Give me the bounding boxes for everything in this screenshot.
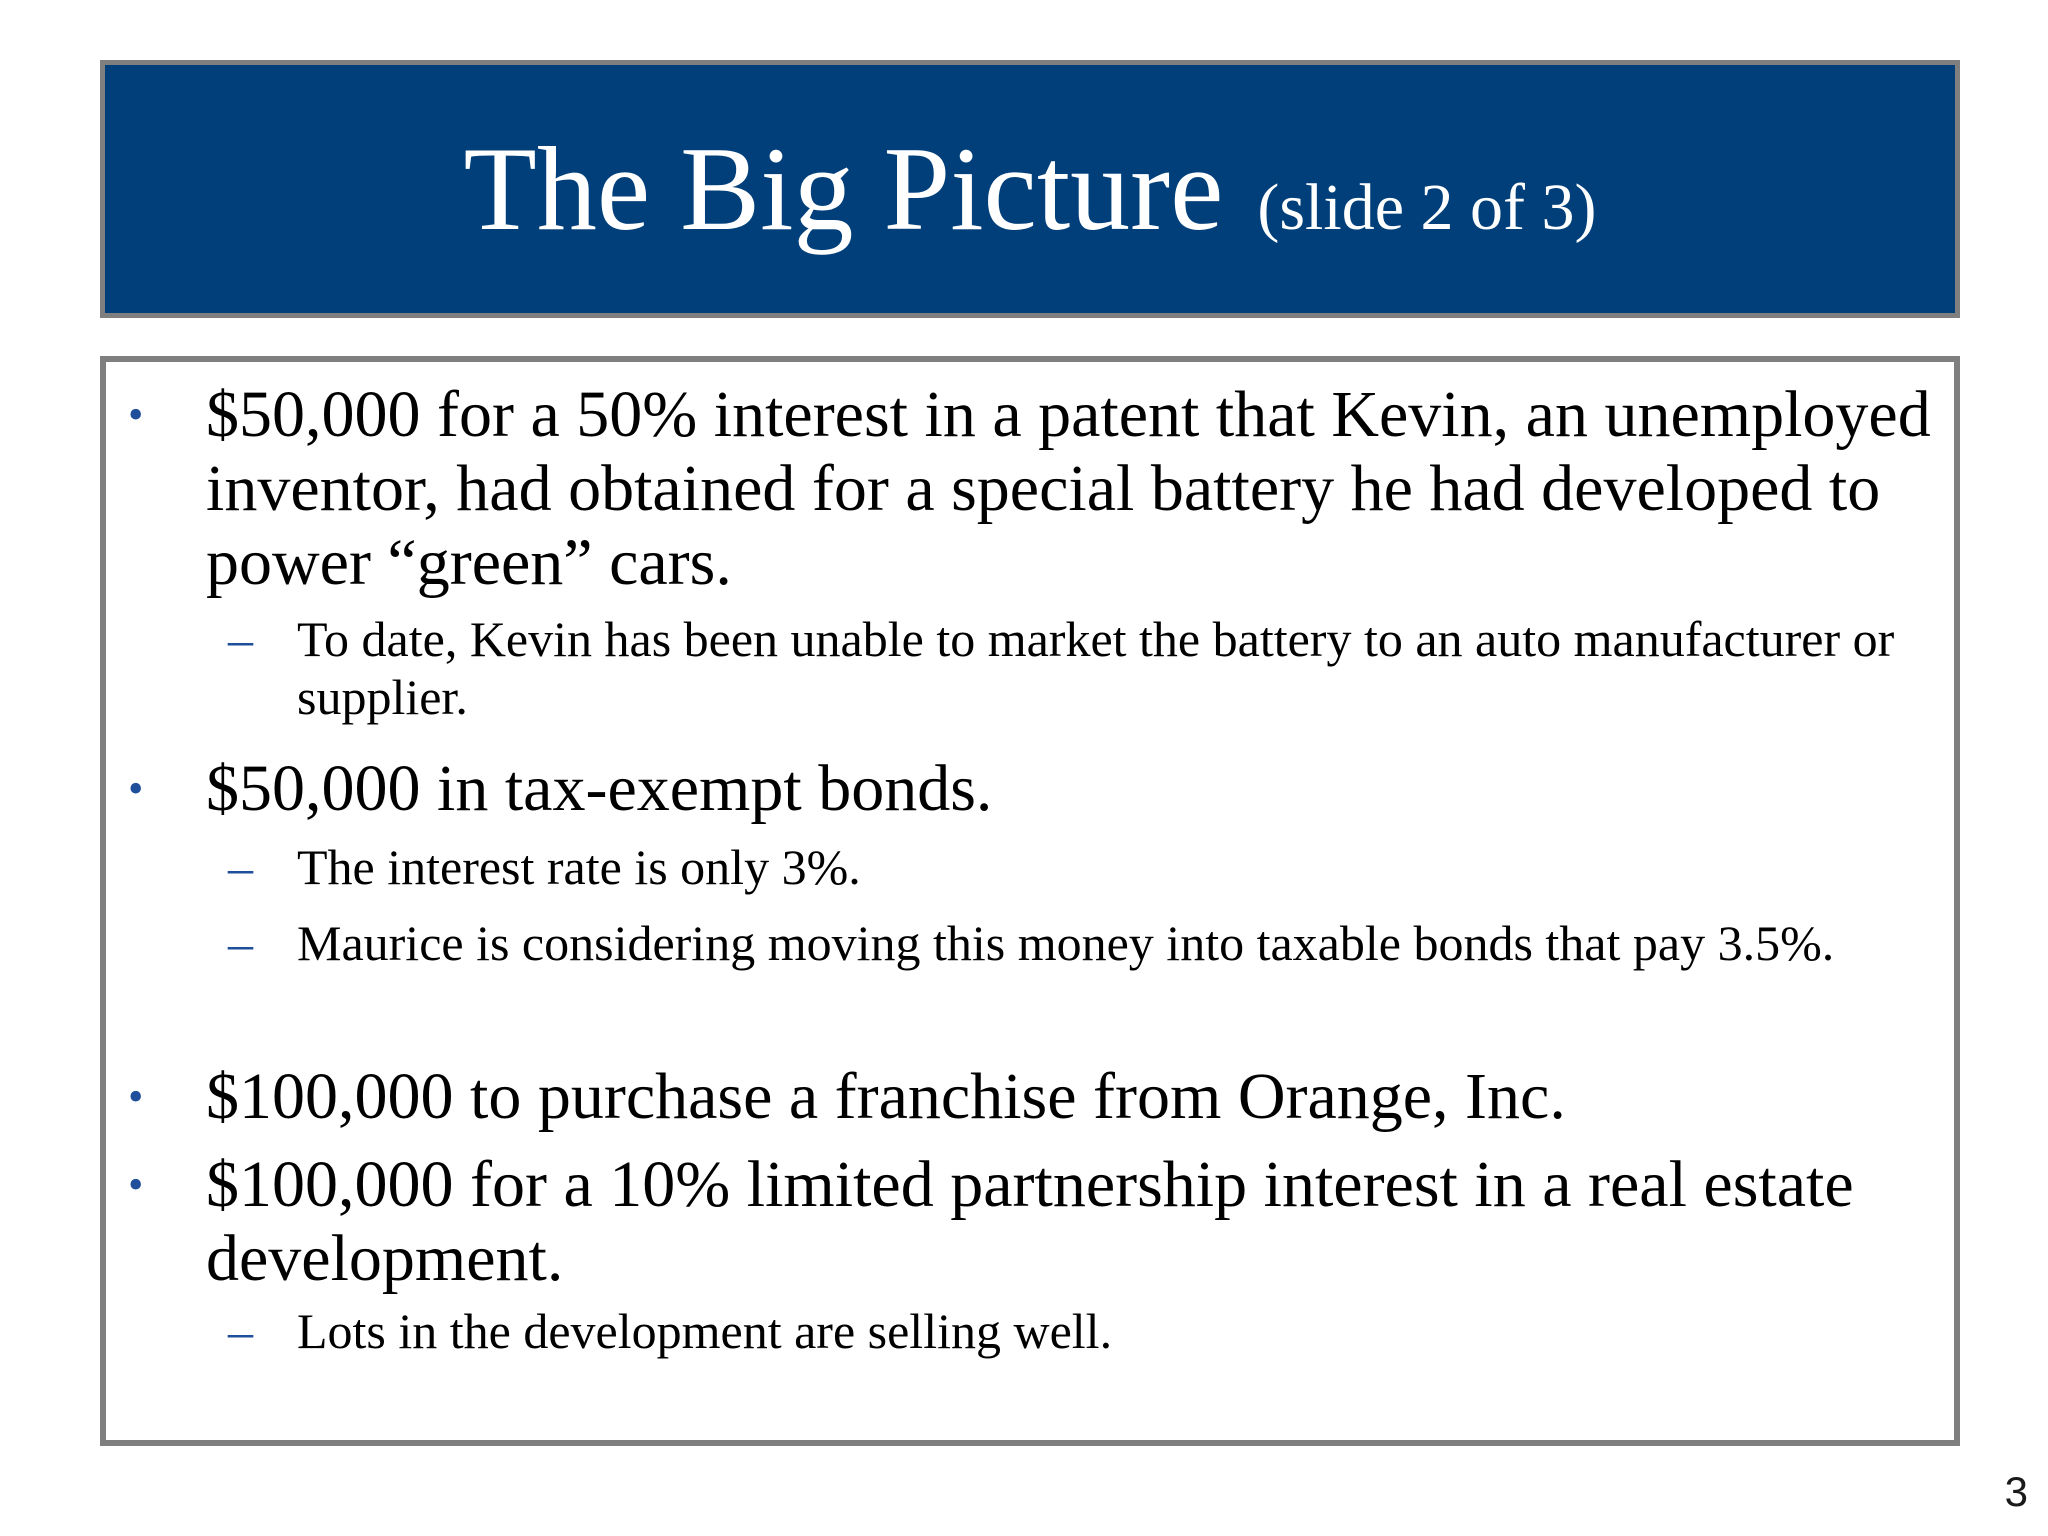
sub-bullet-text: Lots in the development are selling well. <box>297 1303 1113 1359</box>
sub-bullet-text: To date, Kevin has been unable to market the battery to an auto manufacturer or supplier. <box>297 611 1895 725</box>
sub-bullet-marker: – <box>228 839 253 895</box>
bullet-marker: • <box>128 1072 144 1121</box>
sub-bullet-text: Maurice is considering moving this money into taxable bonds that pay 3.5%. <box>297 915 1835 971</box>
bullet-text: $100,000 for a 10% limited partnership interest in a real estate development. <box>206 1148 1854 1295</box>
sub-bullet-marker: – <box>228 611 253 667</box>
title-banner <box>100 60 1960 318</box>
content-box <box>100 356 1960 1446</box>
bullet-marker: • <box>128 1160 144 1209</box>
bullet-text: $100,000 to purchase a franchise from Orange, Inc. <box>206 1060 1566 1133</box>
slide-subtitle: (slide 2 of 3) <box>1257 171 1597 244</box>
sub-bullet-marker: – <box>228 915 253 971</box>
bullet-marker: • <box>128 764 144 813</box>
bullet-text: $50,000 for a 50% interest in a patent that Kevin, an unemployed inventor, had obtained for a special battery he had developed to power “green” cars. <box>206 378 1931 599</box>
title-text <box>463 122 1597 255</box>
sub-bullet-marker: – <box>228 1303 253 1359</box>
slide-title: The Big Picture <box>463 122 1224 255</box>
page-number: 3 <box>2004 1468 2028 1515</box>
bullet-text: $50,000 in tax-exempt bonds. <box>206 752 993 825</box>
bullet-marker: • <box>128 390 144 439</box>
sub-bullet-text: The interest rate is only 3%. <box>297 839 861 895</box>
